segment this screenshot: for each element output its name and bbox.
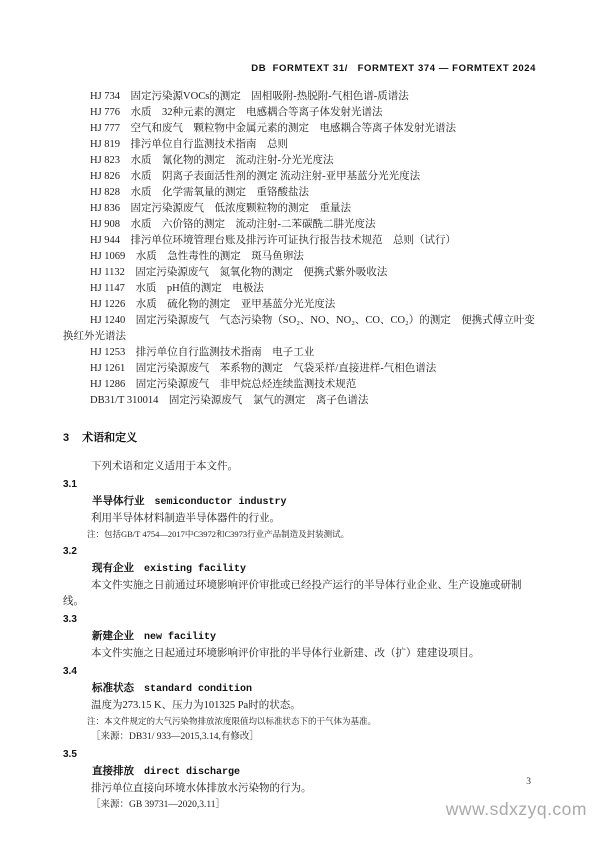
reference-item: HJ 908 水质 六价铬的测定 流动注射-二苯碳酰二肼光度法: [90, 219, 376, 230]
reference-item: HJ 1261 固定污染源废气 苯系物的测定 气袋采样/直接进样-气相色谱法: [90, 363, 437, 374]
term-id: 3.5: [63, 749, 77, 760]
section-heading-terms-and-definitions: [63, 430, 540, 446]
reference-item: HJ 826 水质 阴离子表面活性剂的测定 流动注射-亚甲基蓝分光光度法: [90, 171, 421, 182]
term-heading: [92, 680, 540, 698]
page-number: 3: [526, 777, 531, 787]
term-id: 3.4: [63, 666, 77, 677]
section-number: 3: [63, 432, 70, 444]
term-id: 3.3: [63, 614, 77, 625]
term-block: [63, 477, 540, 542]
reference-item: HJ 1240 固定污染源废气 气态污染物（SO₂、NO、NO₂、CO、CO₂）的测定 便携式傅立叶变换红外光谱法: [63, 315, 535, 342]
normative-references-list: [63, 89, 540, 409]
term-name-en: standard condition: [144, 684, 253, 695]
term-name-zh: 半导体行业: [92, 495, 145, 507]
term-heading: [92, 763, 540, 781]
term-definition: 排污单位直接向环境水体排放水污染物的行为。: [91, 783, 312, 794]
reference-item: HJ 1253 排污单位自行监测技术指南 电子工业: [90, 347, 315, 358]
reference-item: HJ 777 空气和废气 颗粒物中金属元素的测定 电感耦合等离子体发射光谱法: [90, 123, 457, 134]
reference-item: HJ 734 固定污染源VOCs的测定 固相吸附-热脱附-气相色谱-质谱法: [90, 91, 409, 102]
term-source: ［来源：DB31/ 933—2015,3.14,有修改］: [91, 732, 259, 742]
term-id: 3.1: [63, 479, 77, 490]
term-name-en: existing facility: [144, 564, 247, 575]
term-name-en: new facility: [144, 632, 217, 643]
reference-item: HJ 944 排污单位环境管理台账及排污许可证执行报告技术规范 总则（试行）: [90, 235, 457, 246]
reference-item: HJ 828 水质 化学需氧量的测定 重铬酸盐法: [90, 187, 310, 198]
term-definition: 本文件实施之日前通过环境影响评价审批或已经投产运行的半导体行业企业、生产设施或研制线。: [63, 580, 522, 607]
reference-item: HJ 823 水质 氰化物的测定 流动注射-分光光度法: [90, 155, 334, 166]
reference-item: HJ 836 固定污染源废气 低浓度颗粒物的测定 重量法: [90, 203, 352, 214]
standard-number-header: DB FORMTEXT 31/ FORMTEXT 374 — FORMTEXT 2024: [251, 63, 536, 74]
term-heading: [92, 560, 540, 578]
term-name-en: semiconductor industry: [154, 497, 287, 508]
term-block: [63, 544, 540, 610]
reference-item: HJ 1286 固定污染源废气 非甲烷总烃连续监测技术规范: [90, 379, 357, 390]
term-note: 注：本文件规定的大气污染物排放浓度限值均以标准状态下的干气体为基准。: [87, 716, 377, 726]
term-source: ［来源：GB 39731—2020,3.11］: [91, 800, 225, 810]
reference-item: HJ 819 排污单位自行监测技术指南 总则: [90, 139, 289, 150]
term-name-zh: 直接排放: [92, 765, 134, 777]
term-block: [63, 612, 540, 662]
reference-item: HJ 1226 水质 硫化物的测定 亚甲基蓝分光光度法: [90, 299, 336, 310]
reference-item: HJ 1069 水质 急性毒性的测定 斑马鱼卵法: [90, 251, 304, 262]
section-title: 术语和定义: [82, 432, 138, 444]
reference-item: HJ 1132 固定污染源废气 氮氧化物的测定 便携式紫外吸收法: [90, 267, 388, 278]
term-heading: [92, 628, 540, 646]
watermark-text: www.sdxzyq.com: [445, 799, 587, 819]
term-block: [63, 664, 540, 745]
page-content: [63, 89, 540, 813]
term-name-zh: 标准状态: [92, 682, 134, 694]
reference-item: HJ 776 水质 32种元素的测定 电感耦合等离子体发射光谱法: [90, 107, 383, 118]
reference-item: DB31/T 310014 固定污染源废气 氯气的测定 离子色谱法: [90, 395, 369, 406]
term-definition: 本文件实施之日起通过环境影响评价审批的半导体行业新建、改（扩）建建设项目。: [91, 648, 480, 659]
term-heading: [92, 493, 540, 511]
term-note: 注：包括GB/T 4754—2017中C3972和C3973行业产品制造及封装测试。: [87, 529, 350, 539]
term-definition: 温度为273.15 K、压力为101325 Pa时的状态。: [91, 700, 301, 711]
term-id: 3.2: [63, 546, 77, 557]
term-name-zh: 现有企业: [92, 562, 134, 574]
terms-intro-text: 下列术语和定义适用于本文件。: [91, 461, 238, 472]
reference-item: HJ 1147 水质 pH值的测定 电极法: [90, 283, 264, 294]
term-name-en: direct discharge: [144, 767, 241, 778]
term-name-zh: 新建企业: [92, 630, 134, 642]
term-definition: 利用半导体材料制造半导体器件的行业。: [91, 513, 280, 524]
